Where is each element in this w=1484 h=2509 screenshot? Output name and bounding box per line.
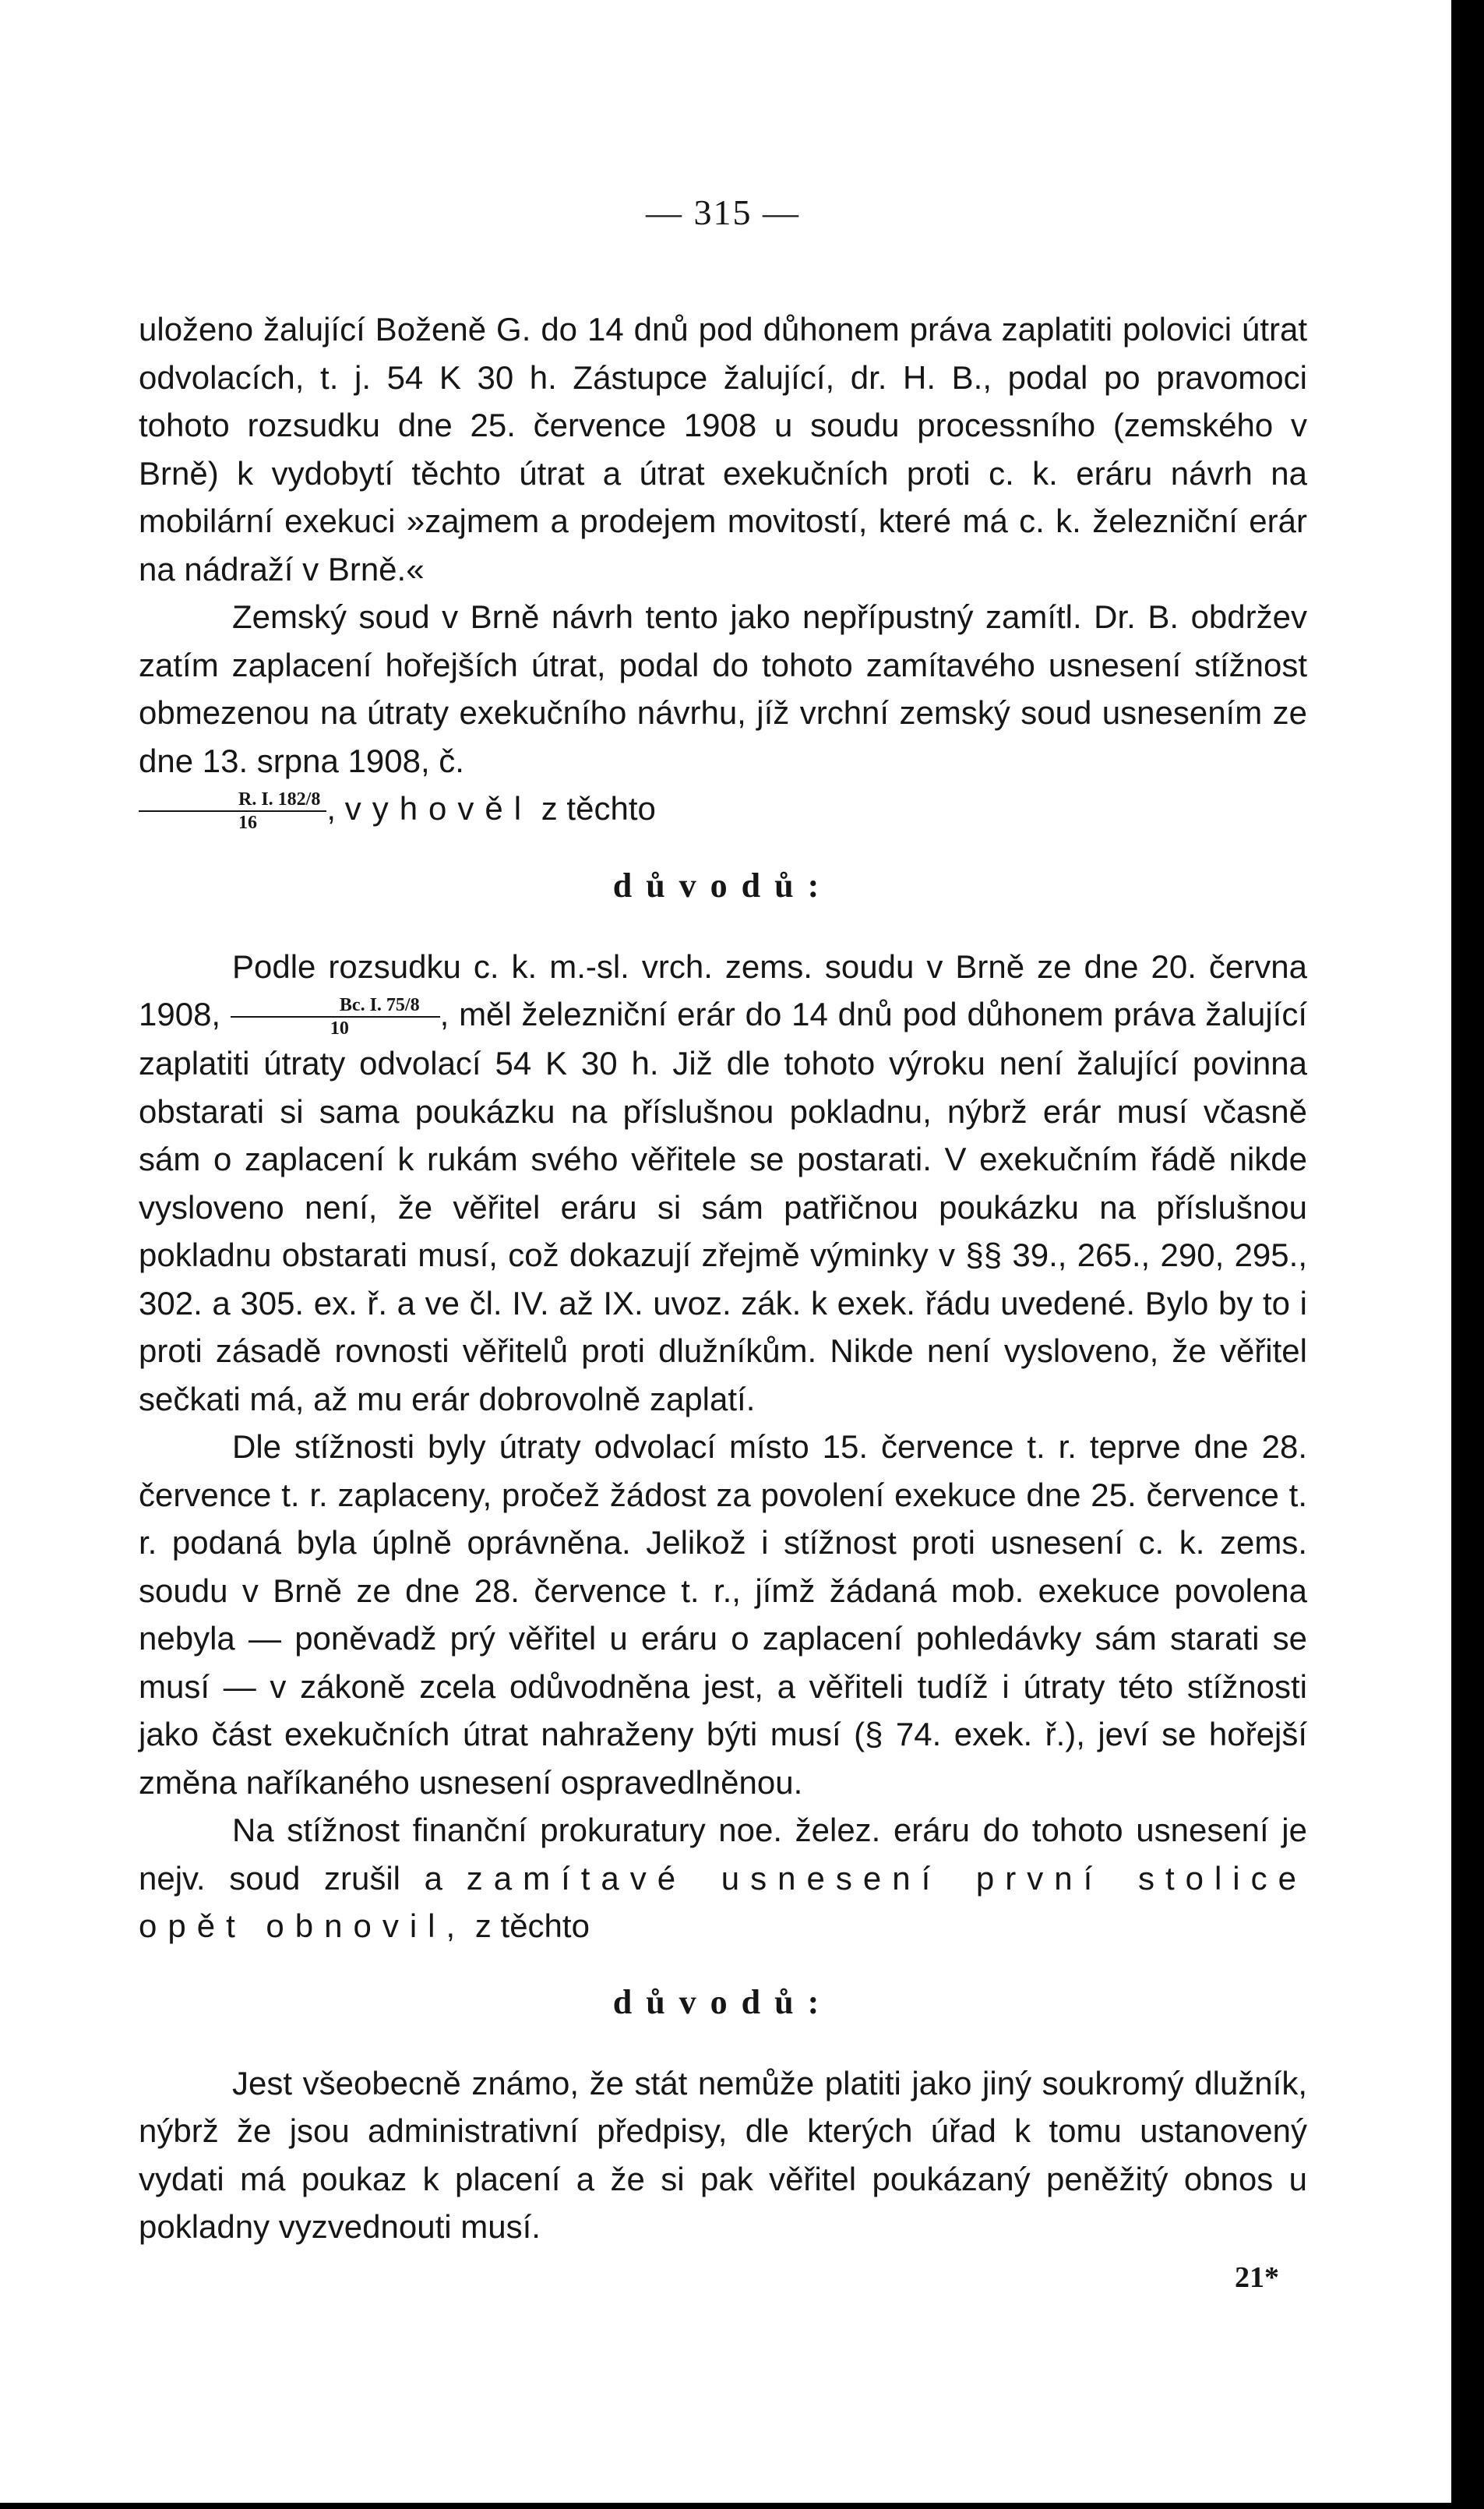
- scan-border: [1451, 0, 1484, 2509]
- paragraph-3-start: Podle rozsudku c. k. m.-sl. vrch. zems. soudu v Brně ze dne 20. června 1908,: [139, 947, 1307, 1033]
- scan-border-bottom: [0, 2503, 1484, 2509]
- case-reference-1-denominator: 16: [238, 812, 257, 833]
- paragraph-2-text: Zemský soud v Brně návrh tento jako nepřípustný zamítl. Dr. B. obdržev zatím zaplacení hořejších útrat, podal do tohoto zamítavého usnesení stížnost obmezenou na útraty exekučního návrhu, jíž vrchní zemský soud usnesením ze dne 13. srpna 1908, č.: [139, 598, 1307, 779]
- paragraph-1: uloženo žalující Boženě G. do 14 dnů pod důhonem práva zaplatiti polovici útrat odvolacích, t. j. 54 K 30 h. Zástupce žalující, dr. H. B., podal po pravomoci tohoto rozsudku dne 25. července 1908 u soudu processního (zemského v Brně) k vydobytí těchto útrat a útrat exekučních proti c. k. eráru návrh na mobilární exekuci »zajmem a prodejem movitostí, které má c. k. železniční erár na nádraží v Brně.«: [139, 311, 1307, 588]
- paragraph-2-comma: ,: [326, 790, 345, 827]
- page-body: [139, 305, 1307, 2302]
- paragraph-5-emphasis: zamítavé usnesení první stolice opět obnovil,: [139, 1859, 1307, 1945]
- paragraph-6: Jest všeobecně známo, že stát nemůže platiti jako jiný soukromý dlužník, nýbrž že jsou administrativní předpisy, dle kterých úřad k tomu ustanovený vydati má poukaz k placení a že si pak věřitel poukázaný peněžitý obnos u pokladny vyzvednouti musí.: [139, 2064, 1307, 2246]
- page-number: — 315 —: [646, 192, 800, 232]
- paragraph-5: [139, 1806, 1307, 1950]
- paragraph-2-tail: z těchto: [532, 790, 656, 827]
- paragraph-2-emphasis: vyhověl: [344, 790, 533, 827]
- paragraph-2: [139, 593, 1307, 834]
- book-page: [139, 192, 1307, 2302]
- paragraph-3: [139, 943, 1307, 1423]
- paragraph-5-tail: z těchto: [466, 1907, 590, 1945]
- paragraph-5-text: Na stížnost finanční prokuratury noe. želez. eráru do tohoto usnesení je nejv. soud zrušil a: [139, 1812, 1307, 1897]
- section-heading-1: důvodů:: [612, 866, 834, 905]
- case-reference-1: [139, 789, 326, 834]
- case-reference-2-denominator: 10: [330, 1018, 349, 1039]
- printer-signature-mark: 21*: [1235, 2260, 1279, 2294]
- section-heading-2: důvodů:: [612, 1982, 834, 2021]
- case-reference-2-number: Bc. I. 75/8: [231, 994, 440, 1018]
- case-reference-2: [231, 994, 440, 1039]
- paragraph-3-rest: , měl železniční erár do 14 dnů pod důhonem práva žalující zaplatiti útraty odvolací 54 K 30 h. Již dle tohoto výroku není žalující povinna obstarati si sama poukázku na příslušnou pokladnu, nýbrž erár musí včasně sám o zaplacení k rukám svého věřitele se postarati. V exekučním řádě nikde vysloveno není, že věřitel eráru si sám patřičnou poukázku na příslušnou pokladnu obstarati musí, což dokazují zřejmě výminky v §§ 39., 265., 290, 295., 302. a 305. ex. ř. a ve čl. IV. až IX. uvoz. zák. k exek. řádu uvedené. Bylo by to i proti zásadě rovnosti věřitelů proti dlužníkům. Nikde není vysloveno, že věřitel sečkati má, až mu erár dobrovolně zaplatí.: [139, 996, 1307, 1417]
- paragraph-4: Dle stížnosti byly útraty odvolací místo 15. července t. r. teprve dne 28. července t. r. zaplaceny, pročež žádost za povolení exekuce dne 25. července t. r. podaná byla úplně oprávněna. Jelikož i stížnost proti usnesení c. k. zems. soudu v Brně ze dne 28. července t. r., jímž žádaná mob. exekuce povolena nebyla — poněvadž prý věřitel u eráru o zaplacení pohledávky sám starati se musí — v zákoně zcela odůvodněna jest, a věřiteli tudíž i útraty této stížnosti jako část exekučních útrat nahraženy býti musí (§ 74. exek. ř.), jeví se hořejší změna naříkaného usnesení ospravedlněnou.: [139, 1428, 1307, 1801]
- case-reference-1-number: R. I. 182/8: [139, 789, 326, 812]
